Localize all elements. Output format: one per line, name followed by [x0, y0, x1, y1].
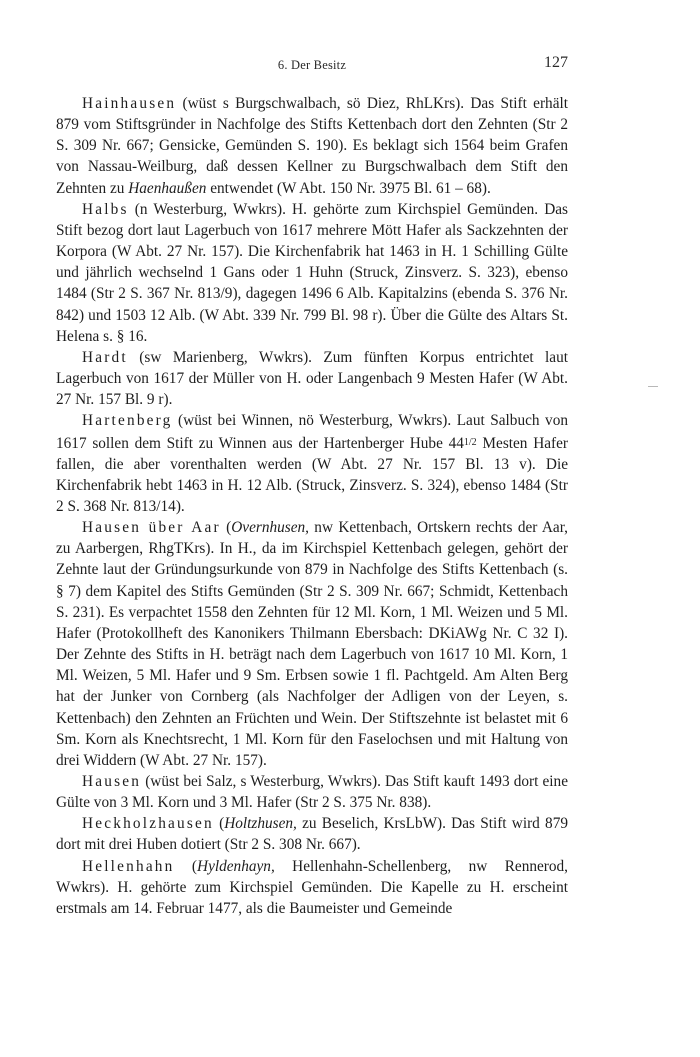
- entry-text: Hellenhahn-Schellenberg, nw Rennerod, Wwkrs). H. gehörte zum Kirchspiel Gemünden. Die Kapelle zu H. erscheint erstmals am 14. Februar 1477, als die Baumeister und Gemeinde: [56, 857, 569, 917]
- entry-fraction: 1/2: [463, 436, 477, 448]
- entry-text: (: [220, 519, 232, 537]
- body-text: [56, 93, 568, 919]
- entry-lemma: Hartenberg: [82, 412, 173, 430]
- entry-text: (wüst s Burgschwalbach, sö Diez, RhLKrs). Das Stift erhält 879 vom Stiftsgründer in Nachfolge des Stifts Kettenbach dort den Zehnten (Str 2 S. 309 Nr. 667; Gensicke, Gemünden S. 190). Es beklagt sich 1564 beim Grafen von Nassau-Weilburg, daß dessen Kellner zu Burgschwalbach dem Stift den Zehnten zu: [56, 95, 568, 197]
- entry-text: (: [174, 857, 198, 875]
- entry-lemma: Hainhausen: [82, 95, 177, 112]
- entry-text: (wüst bei Salz, s Westerburg, Wwkrs). Das Stift kauft 1493 dort eine Gülte von 3 Ml. Korn und 3 Ml. Hafer (Str 2 S. 375 Nr. 838).: [56, 773, 568, 812]
- entry-italic-name: Overnhusen,: [231, 519, 309, 537]
- entry-text: (n Westerburg, Wwkrs). H. gehörte zum Kirchspiel Gemünden. Das Stift bezog dort laut Lagerbuch von 1617 mehrere Mött Hafer als Sackzehnten der Korpora (W Abt. 27 Nr. 157). Die Kirchenfabrik hat 1463 in H. 1 Schilling Gülte und jährlich wechselnd 1 Gans oder 1 Huhn (Struck, Zinsverz. S. 323), ebenso 1484 (Str 2 S. 367 Nr. 813/9), dagegen 1496 6 Alb. Kapitalzins (ebenda S. 376 Nr. 842) und 1503 12 Alb. (W Abt. 339 Nr. 799 Bl. 98 r). Über die Gülte des Altars St. Helena s. § 16.: [56, 200, 568, 345]
- entry-lemma: Hardt: [82, 348, 128, 366]
- entry-paragraph: [56, 771, 568, 813]
- running-title: 6. Der Besitz: [277, 58, 347, 72]
- entry-italic-name: Hyldenhayn,: [197, 857, 275, 875]
- entry-italic-name: Haenhaußen: [128, 179, 207, 197]
- entry-text: (wüst bei Winnen, nö Westerburg, Wwkrs). Laut Salbuch von 1617 sollen dem Stift zu Winnen aus der Hartenberger Hube 44: [56, 412, 568, 452]
- entry-text: Mesten Hafer fallen, die aber vorenthalten werden (W Abt. 27 Nr. 157 Bl. 13 v). Die Kirchenfabrik hebt 1463 in H. 12 Alb. (Struck, Zinsverz. S. 324), ebenso 1484 (Str 2 S. 368 Nr. 813/14).: [56, 434, 569, 515]
- entry-paragraph: [56, 813, 568, 855]
- entry-paragraph: [56, 347, 568, 410]
- page-number: 127: [544, 54, 568, 71]
- entry-text: (sw Marienberg, Wwkrs). Zum fünften Korpus entrichtet laut Lagerbuch von 1617 der Müller von H. oder Langenbach 9 Mesten Hafer (W Abt. 27 Nr. 157 Bl. 9 r).: [56, 348, 568, 409]
- entry-paragraph: [56, 410, 568, 517]
- entry-text: zu Beselich, KrsLbW). Das Stift wird 879 dort mit drei Huben dotiert (Str 2 S. 308 Nr. 667).: [56, 815, 568, 854]
- entry-lemma: Heckholzhausen: [82, 815, 214, 833]
- entry-text: entwendet (W Abt. 150 Nr. 3975 Bl. 61 – 68).: [206, 179, 491, 197]
- entry-italic-name: Holtzhusen,: [224, 815, 297, 833]
- entry-paragraph: [56, 517, 568, 771]
- entry-text: nw Kettenbach, Ortskern rechts der Aar, zu Aarbergen, RhgTKrs). In H., da im Kirchspiel Kettenbach gelegen, gehört der Zehnte laut der Gründungsurkunde von 879 in Nachfolge des Stifts Kettenbach (s. § 7) dem Kapitel des Stifts Gemünden (Str 2 S. 309 Nr. 667; Schmidt, Kettenbach S. 231). Es verpachtet 1558 den Zehnten für 12 Ml. Korn, 1 Ml. Weizen und 5 Ml. Hafer (Protokollheft des Kanonikers Thilmann Ebersbach: DKiAWg Nr. C 32 I). Der Zehnte des Stifts in H. beträgt nach dem Lagerbuch von 1617 10 Ml. Korn, 1 Ml. Weizen, 5 Ml. Hafer und 9 Sm. Erbsen sowie 1 fl. Pachtgeld. Am Alten Berg hat der Junker von Cornberg (als Nachfolger der Adligen von der Leyen, s. Kettenbach) den Zehnten an Früchten und Wein. Der Stiftszehnte ist belastet mit 6 Sm. Korn als Knechtsrecht, 1 Ml. Korn für den Faselochsen und mit Haltung von drei Widdern (W Abt. 27 Nr. 157).: [56, 519, 568, 769]
- entry-paragraph: [56, 93, 568, 199]
- margin-mark: [648, 386, 658, 387]
- entry-lemma: Hausen: [82, 773, 142, 790]
- running-head: [56, 54, 568, 78]
- entry-paragraph: [56, 856, 568, 919]
- entry-lemma: Hausen über Aar: [82, 519, 221, 537]
- entry-lemma: Halbs: [82, 200, 129, 218]
- entry-text: (: [213, 815, 225, 833]
- entry-paragraph: [56, 199, 568, 347]
- entry-lemma: Hellenhahn: [82, 857, 175, 875]
